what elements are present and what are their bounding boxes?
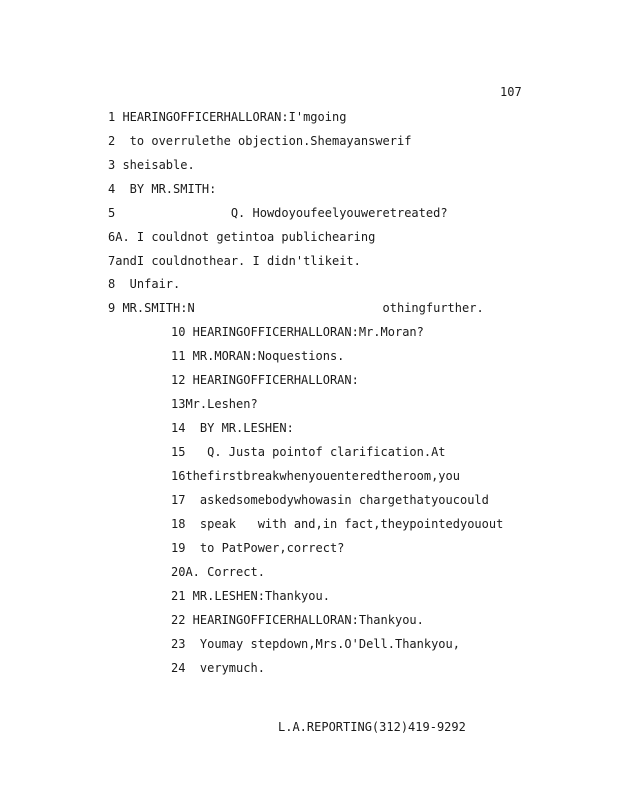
transcript-line-3: 3 sheisable. xyxy=(108,158,195,172)
transcript-line-6: 6A. I couldnot getintoa publichearing xyxy=(108,230,376,244)
page-number: 107 xyxy=(500,85,522,99)
transcript-line-4: 4 BY MR.SMITH: xyxy=(108,182,217,196)
transcript-line-11: 11 MR.MORAN:Noquestions. xyxy=(171,349,345,363)
transcript-line-9: 9 MR.SMITH:N othingfurther. xyxy=(108,301,484,315)
transcript-line-19: 19 to PatPower,correct? xyxy=(171,541,345,555)
transcript-line-24: 24 verymuch. xyxy=(171,661,265,675)
transcript-line-14: 14 BY MR.LESHEN: xyxy=(171,421,294,435)
transcript-line-20: 20A. Correct. xyxy=(171,565,265,579)
transcript-line-15: 15 Q. Justa pointof clarification.At xyxy=(171,445,446,459)
transcript-line-8: 8 Unfair. xyxy=(108,277,181,291)
transcript-line-5: 5 Q. Howdoyoufeelyouweretreated? xyxy=(108,206,448,220)
transcript-line-10: 10 HEARINGOFFICERHALLORAN:Mr.Moran? xyxy=(171,325,424,339)
transcript-line-2: 2 to overrulethe objection.Shemayanswerif xyxy=(108,134,412,148)
transcript-line-16: 16thefirstbreakwhenyouenteredtheroom,you xyxy=(171,469,460,483)
transcript-line-7: 7andI couldnothear. I didn'tlikeit. xyxy=(108,254,361,268)
transcript-line-18: 18 speak with and,in fact,theypointedyouout xyxy=(171,517,504,531)
reporter-footer: L.A.REPORTING(312)419-9292 xyxy=(278,720,466,734)
transcript-line-23: 23 Youmay stepdown,Mrs.O'Dell.Thankyou, xyxy=(171,637,460,651)
transcript-line-21: 21 MR.LESHEN:Thankyou. xyxy=(171,589,330,603)
transcript-line-1: 1 HEARINGOFFICERHALLORAN:I'mgoing xyxy=(108,110,347,124)
transcript-line-13: 13Mr.Leshen? xyxy=(171,397,258,411)
transcript-line-22: 22 HEARINGOFFICERHALLORAN:Thankyou. xyxy=(171,613,424,627)
transcript-line-17: 17 askedsomebodywhowasin chargethatyoucould xyxy=(171,493,489,507)
transcript-line-12: 12 HEARINGOFFICERHALLORAN: xyxy=(171,373,359,387)
